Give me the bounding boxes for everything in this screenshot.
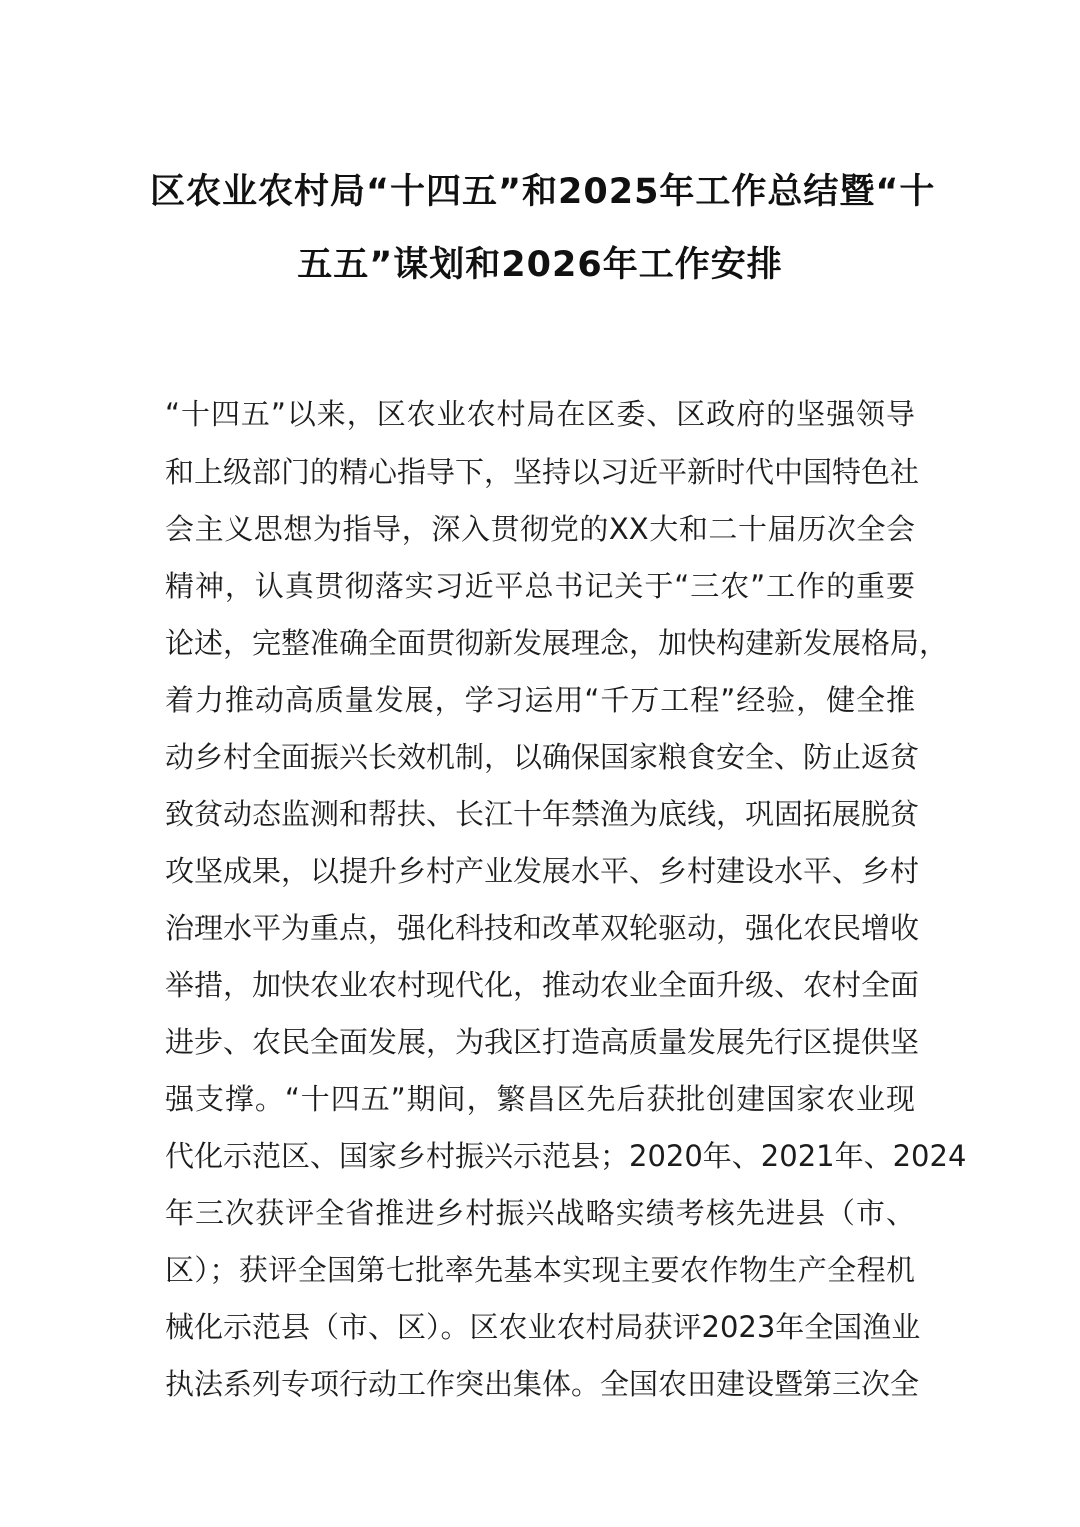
body-text-line: 致贫动态监测和帮扶、长江十年禁渔为底线，巩固拓展脱贫 [165, 797, 920, 831]
body-text-line: 年三次获评全省推进乡村振兴战略实绩考核先进县（市、 [165, 1196, 915, 1230]
body-text-line: 和上级部门的精心指导下，坚持以习近平新时代中国特色社 [165, 455, 920, 489]
body-text-line: 治理水平为重点，强化科技和改革双轮驱动，强化农民增收 [165, 911, 920, 945]
body-text-line: 论述，完整准确全面贯彻新发展理念，加快构建新发展格局， [165, 626, 949, 660]
body-text-line: 强支撑。“十四五”期间，繁昌区先后获批创建国家农业现 [165, 1082, 915, 1116]
body-text-line: 攻坚成果，以提升乡村产业发展水平、乡村建设水平、乡村 [165, 854, 920, 888]
body-text-line: 会主义思想为指导，深入贯彻党的XX大和二十届历次全会 [165, 512, 915, 546]
body-text-line: 着力推动高质量发展，学习运用“千万工程”经验，健全推 [165, 683, 915, 717]
body-text-line: 精神，认真贯彻落实习近平总书记关于“三农”工作的重要 [165, 569, 915, 603]
body-text-line: 械化示范县（市、区）。区农业农村局获评2023年全国渔业 [165, 1310, 921, 1344]
body-text-line: 代化示范区、国家乡村振兴示范县；2020年、2021年、2024 [165, 1139, 967, 1173]
document-title-line-2: 五五”谋划和2026年工作安排 [297, 245, 783, 285]
body-text-line: 区）；获评全国第七批率先基本实现主要农作物生产全程机 [165, 1253, 915, 1287]
body-text-line: 举措，加快农业农村现代化，推动农业全面升级、农村全面 [165, 968, 920, 1002]
body-text-line: 进步、农民全面发展，为我区打造高质量发展先行区提供坚 [165, 1025, 920, 1059]
document-title-line-1: 区农业农村局“十四五”和2025年工作总结暨“十 [150, 172, 936, 212]
body-text-line: 动乡村全面振兴长效机制，以确保国家粮食安全、防止返贫 [165, 740, 920, 774]
body-text-line: 执法系列专项行动工作突出集体。全国农田建设暨第三次全 [165, 1367, 920, 1401]
body-text-line: “十四五”以来，区农业农村局在区委、区政府的坚强领导 [165, 397, 915, 431]
